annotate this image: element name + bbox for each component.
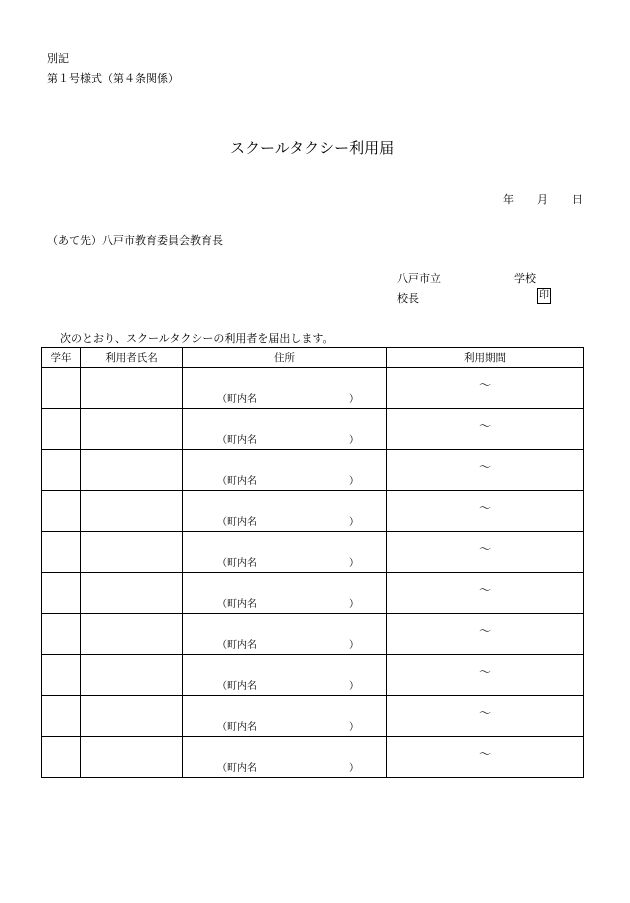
period-cell[interactable]: [387, 532, 584, 573]
address-cell[interactable]: [183, 450, 387, 491]
address-cell[interactable]: [183, 409, 387, 450]
period-cell[interactable]: [387, 737, 584, 778]
town-name-close-paren: ）: [349, 558, 359, 569]
period-cell[interactable]: [387, 491, 584, 532]
period-cell[interactable]: [387, 368, 584, 409]
town-name-label: （町内名: [217, 722, 257, 733]
table-row: [42, 655, 584, 696]
user-name-cell[interactable]: [81, 573, 183, 614]
date-year: 年: [503, 193, 514, 206]
grade-cell[interactable]: [42, 737, 81, 778]
intro-text: 次のとおり、スクールタクシーの利用者を届出します。: [60, 332, 334, 345]
period-tilde: ～: [478, 542, 491, 556]
header-name: 利用者氏名: [81, 348, 183, 368]
form-title: スクールタクシー利用届: [230, 139, 395, 157]
grade-cell[interactable]: [42, 368, 81, 409]
user-name-cell[interactable]: [81, 532, 183, 573]
town-name-label: （町内名: [217, 640, 257, 651]
address-cell[interactable]: [183, 491, 387, 532]
grade-cell[interactable]: [42, 532, 81, 573]
user-name-cell[interactable]: [81, 409, 183, 450]
town-name-close-paren: ）: [349, 681, 359, 692]
period-tilde: ～: [478, 747, 491, 761]
grade-cell[interactable]: [42, 614, 81, 655]
address-cell[interactable]: [183, 614, 387, 655]
user-name-cell[interactable]: [81, 696, 183, 737]
user-name-cell[interactable]: [81, 655, 183, 696]
sender-school-suffix: 学校: [514, 272, 536, 285]
town-name-close-paren: ）: [349, 435, 359, 446]
period-tilde: ～: [478, 665, 491, 679]
date-month: 月: [537, 193, 548, 206]
period-tilde: ～: [478, 501, 491, 515]
town-name-close-paren: ）: [349, 722, 359, 733]
town-name-label: （町内名: [217, 394, 257, 405]
period-tilde: ～: [478, 460, 491, 474]
header-grade: 学年: [42, 348, 81, 368]
table-row: [42, 491, 584, 532]
user-name-cell[interactable]: [81, 614, 183, 655]
grade-cell[interactable]: [42, 450, 81, 491]
period-cell[interactable]: [387, 409, 584, 450]
period-tilde: ～: [478, 378, 491, 392]
period-cell[interactable]: [387, 614, 584, 655]
town-name-close-paren: ）: [349, 394, 359, 405]
annex-label: 別記: [47, 52, 69, 65]
table-row: [42, 696, 584, 737]
town-name-label: （町内名: [217, 681, 257, 692]
grade-cell[interactable]: [42, 491, 81, 532]
table-row: [42, 737, 584, 778]
user-name-cell[interactable]: [81, 491, 183, 532]
table-header-row: [42, 348, 584, 368]
user-name-cell[interactable]: [81, 450, 183, 491]
address-cell[interactable]: [183, 737, 387, 778]
period-tilde: ～: [478, 419, 491, 433]
form-number: 第１号様式（第４条関係）: [47, 72, 179, 85]
table-row: [42, 450, 584, 491]
address-cell[interactable]: [183, 655, 387, 696]
town-name-label: （町内名: [217, 599, 257, 610]
address-cell[interactable]: [183, 573, 387, 614]
grade-cell[interactable]: [42, 573, 81, 614]
address-cell[interactable]: [183, 696, 387, 737]
period-cell[interactable]: [387, 573, 584, 614]
addressee: （あて先）八戸市教育委員会教育長: [47, 234, 223, 247]
town-name-close-paren: ）: [349, 599, 359, 610]
period-cell[interactable]: [387, 696, 584, 737]
address-cell[interactable]: [183, 368, 387, 409]
user-name-cell[interactable]: [81, 737, 183, 778]
period-tilde: ～: [478, 624, 491, 638]
seal-mark: 印: [537, 288, 551, 304]
period-cell[interactable]: [387, 450, 584, 491]
town-name-close-paren: ）: [349, 640, 359, 651]
grade-cell[interactable]: [42, 409, 81, 450]
registration-table: [41, 347, 584, 778]
period-tilde: ～: [478, 583, 491, 597]
town-name-close-paren: ）: [349, 763, 359, 774]
user-name-cell[interactable]: [81, 368, 183, 409]
table-row: [42, 368, 584, 409]
address-cell[interactable]: [183, 532, 387, 573]
grade-cell[interactable]: [42, 655, 81, 696]
period-tilde: ～: [478, 706, 491, 720]
table-row: [42, 532, 584, 573]
table-row: [42, 614, 584, 655]
town-name-close-paren: ）: [349, 476, 359, 487]
sender-principal: 校長: [397, 292, 419, 305]
town-name-label: （町内名: [217, 558, 257, 569]
town-name-label: （町内名: [217, 517, 257, 528]
period-cell[interactable]: [387, 655, 584, 696]
date-day: 日: [572, 193, 583, 206]
header-address: 住所: [183, 348, 387, 368]
table-row: [42, 573, 584, 614]
header-period: 利用期間: [387, 348, 584, 368]
table-row: [42, 409, 584, 450]
town-name-label: （町内名: [217, 763, 257, 774]
town-name-label: （町内名: [217, 476, 257, 487]
town-name-label: （町内名: [217, 435, 257, 446]
grade-cell[interactable]: [42, 696, 81, 737]
town-name-close-paren: ）: [349, 517, 359, 528]
sender-city: 八戸市立: [397, 272, 441, 285]
